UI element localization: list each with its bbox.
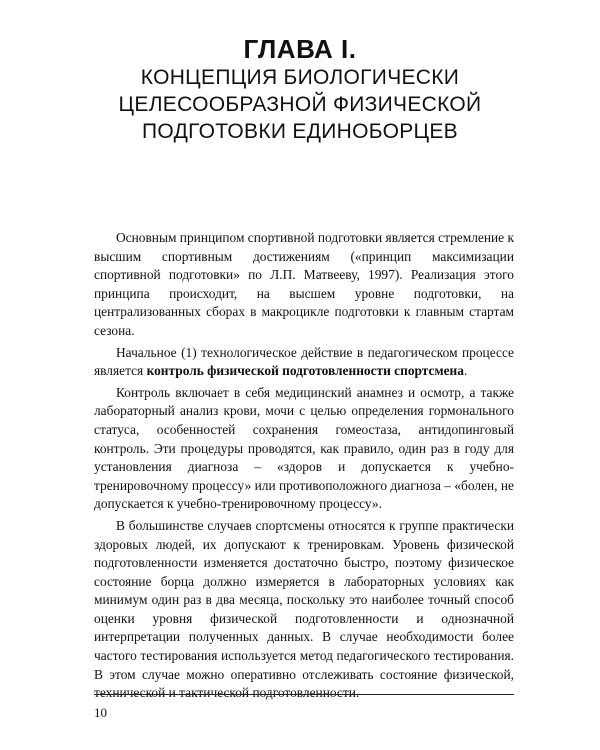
footer-rule xyxy=(94,694,514,695)
chapter-title-line-2: ЦЕЛЕСООБРАЗНОЙ ФИЗИЧЕСКОЙ xyxy=(118,93,482,116)
paragraph-2-end: . xyxy=(463,363,468,379)
body-text xyxy=(94,229,514,703)
chapter-title-line-3: ПОДГОТОВКИ ЕДИНОБОРЦЕВ xyxy=(142,120,458,143)
chapter-heading xyxy=(0,34,600,145)
paragraph-2 xyxy=(94,344,514,381)
paragraph-4: В большинстве случаев спортсмены относятся к группе практически здоровых людей, их допускают к тренировкам. Уровень физической подготовленности изменяется достаточно быстро, поэтому физическое состояние борца должно измеряется в лабораторных условиях как минимум один раз в два месяца, поскольку это наиболее точный способ оценки уровня физической подготовленности и однозначной интерпретации полученных данных. В случае необходимости более частого тестирования используется метод педагогического тестирования. В этом случае можно оперативно отслеживать состояние физической, технической и тактической подготовленности. xyxy=(94,517,514,701)
page-number: 10 xyxy=(94,705,107,720)
paragraph-1: Основным принципом спортивной подготовки является стремление к высшим спортивным достижениям («принцип максимизации спортивной подготовки» по Л.П. Матвееву, 1997). Реализация этого принципа происходит, на высшем уровне подготовки, на централизованных сборах в макроцикле подготовки к главным стартам сезона. xyxy=(94,230,514,338)
paragraph-2-start: Начальное (1) технологическое действие в педагогическом процессе является xyxy=(94,344,514,379)
chapter-label: ГЛАВА I. xyxy=(243,34,357,64)
chapter-title-line-1: КОНЦЕПЦИЯ БИОЛОГИЧЕСКИ xyxy=(140,66,460,89)
paragraph-3: Контроль включает в себя медицинский анамнез и осмотр, а также лабораторный анализ крови, мочи с целью определения гормонального статуса, особенностей сохранения гомеостаза, антидопинговый контроль. Эти процедуры проводятся, как правило, один раз в году для установления диагноза – «здоров и допускается к учебно-тренировочному процессу» или противоположного диагноза – «болен, не допускается к учебно-тренировочному процессу». xyxy=(94,384,514,512)
paragraph-2-bold: контроль физической подготовленности спортсмена xyxy=(146,363,464,379)
